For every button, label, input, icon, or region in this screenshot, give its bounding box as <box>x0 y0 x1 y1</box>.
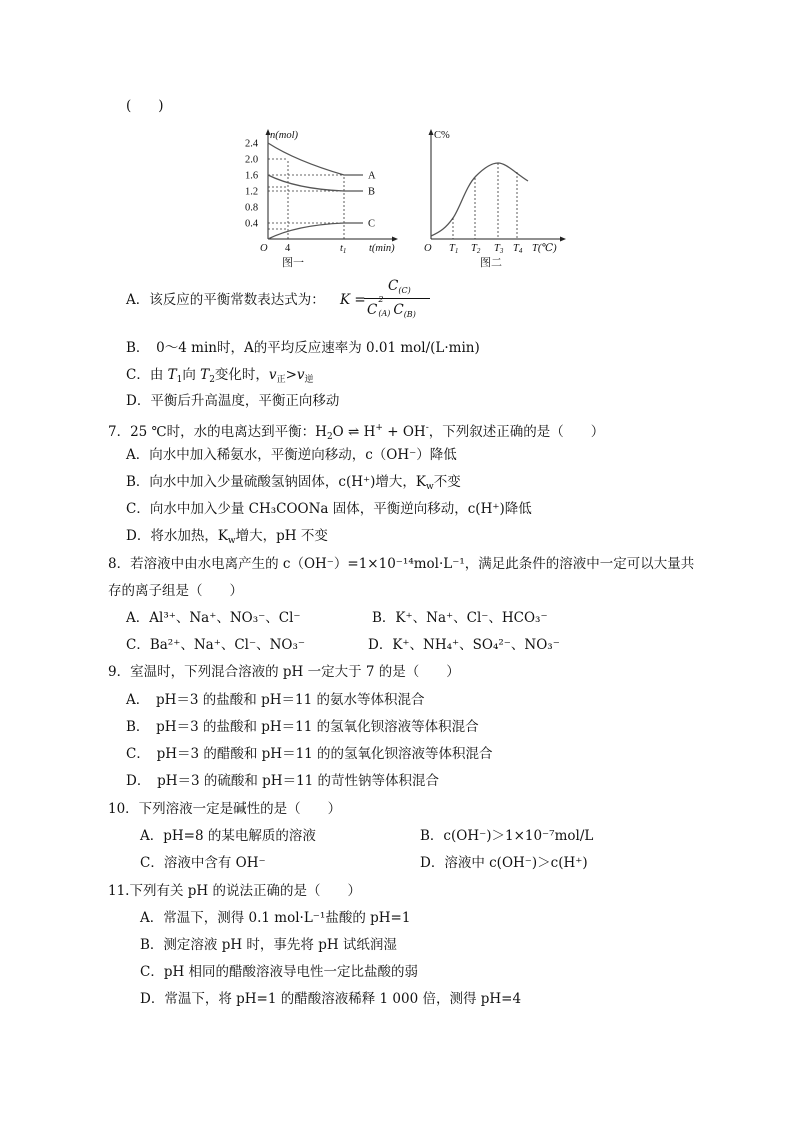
origin-label: O <box>260 243 268 254</box>
c-percent-curve <box>431 163 528 236</box>
q9-option-b: B． pH＝3 的盐酸和 pH＝11 的氢氧化钡溶液等体积混合 <box>126 719 479 735</box>
q7-option-c: C．向水中加入少量 CH₃COONa 固体，平衡逆向移动，c(H⁺)降低 <box>126 501 532 517</box>
q8-option-b: B．K⁺、Na⁺、Cl⁻、HCO₃⁻ <box>372 610 548 626</box>
q8-stem-line2: 存的离子组是（ ） <box>108 583 243 599</box>
q9-option-a: A． pH＝3 的盐酸和 pH＝11 的氨水等体积混合 <box>126 692 425 708</box>
k-numerator: $C_{(C)}$ <box>388 278 411 295</box>
y-tick-label: 0.4 <box>245 218 259 230</box>
x-axis-arrow <box>560 237 566 242</box>
y-tick-label: 1.2 <box>245 186 259 198</box>
q8-stem-line1: 8．若溶液中由水电离产生的 c（OH⁻）=1×10⁻¹⁴mol·L⁻¹，满足此条件的溶液中一定可以大量共 <box>108 556 695 572</box>
figure-2-chart <box>420 126 570 268</box>
series-A-curve <box>268 143 363 175</box>
q11-option-c: C．pH 相同的醋酸溶液导电性一定比盐酸的弱 <box>140 964 419 980</box>
figure-1-caption: 图一 <box>282 256 304 269</box>
q10-stem: 10．下列溶液一定是碱性的是（ ） <box>108 801 342 817</box>
figure-2-caption: 图二 <box>480 256 502 269</box>
x-axis-arrow <box>392 237 398 242</box>
x-tick-label: t1 <box>340 243 347 255</box>
q9-option-c: C． pH＝3 的醋酸和 pH＝11 的的氢氧化钡溶液等体积混合 <box>126 746 493 762</box>
series-C-curve <box>268 223 363 239</box>
series-B-curve <box>268 175 363 191</box>
q6-option-b: B． 0～4 min时，A的平均反应速率为 0.01 mol/(L·min) <box>126 340 480 356</box>
q7-option-b: B．向水中加入少量硫酸氢钠固体，c(H⁺)增大，$K_w$不变 <box>126 474 461 492</box>
q7-stem: 7．25 ℃时，水的电离达到平衡：$H_2O$ ⇌ H+ + OH-，下列叙述正确的是（ ） <box>108 423 605 442</box>
q10-option-c: C．溶液中含有 OH⁻ <box>140 855 266 871</box>
t-tick-label: T4 <box>513 243 523 255</box>
q6-option-d: D．平衡后升高温度，平衡正向移动 <box>126 393 340 409</box>
q9-option-d: D． pH＝3 的硫酸和 pH＝11 的苛性钠等体积混合 <box>126 773 440 789</box>
x-tick-label: 4 <box>285 243 291 254</box>
x-axis-label: T(℃) <box>532 243 557 254</box>
figure-1-chart <box>243 126 403 268</box>
origin-label: O <box>424 243 432 254</box>
q7-option-a: A．向水中加入稀氨水，平衡逆向移动，c（OH⁻）降低 <box>126 447 457 463</box>
k-symbol: K = <box>340 292 366 308</box>
y-axis-label: n(mol) <box>270 130 298 141</box>
q10-option-a: A．pH=8 的某电解质的溶液 <box>140 828 316 844</box>
y-tick-label: 2.0 <box>245 154 259 166</box>
q7-option-d: D．将水加热，$K_w$增大，pH 不变 <box>126 528 328 546</box>
t-tick-label: T2 <box>471 243 481 255</box>
series-B-label: B <box>368 186 376 198</box>
q11-stem: 11.下列有关 pH 的说法正确的是（ ） <box>108 883 361 899</box>
y-tick-label: 1.6 <box>245 170 259 182</box>
y-tick-label: 2.4 <box>245 138 259 150</box>
y-axis-arrow <box>429 129 434 135</box>
t-tick-label: T1 <box>449 243 459 255</box>
q8-option-c: C．Ba²⁺、Na⁺、Cl⁻、NO₃⁻ <box>126 637 306 653</box>
q8-option-d: D．K⁺、NH₄⁺、SO₄²⁻、NO₃⁻ <box>368 637 560 653</box>
series-C-label: C <box>368 218 376 230</box>
fraction-bar <box>364 298 430 299</box>
y-tick-label: 0.8 <box>245 202 259 214</box>
question-paren: ( ) <box>126 98 164 114</box>
k-denominator: C 2 (A) $C_{(B)}$ <box>367 295 416 319</box>
q6-option-a: A．该反应的平衡常数表达式为： <box>126 292 325 308</box>
q10-option-d: D．溶液中 c(OH⁻)＞c(H⁺) <box>420 855 588 871</box>
q11-option-d: D．常温下，将 pH=1 的醋酸溶液稀释 1 000 倍，测得 pH=4 <box>140 991 522 1007</box>
x-axis-label: t(min) <box>369 243 395 254</box>
t-tick-label: T3 <box>494 243 504 255</box>
y-axis-label: C% <box>434 130 450 141</box>
q11-option-b: B．测定溶液 pH 时，事先将 pH 试纸润湿 <box>140 937 397 953</box>
series-A-label: A <box>368 170 376 182</box>
q6-option-c: C．由 $T_1$向 $T_2$变化时，$v_正>v_逆$ <box>126 367 314 385</box>
q10-option-b: B．c(OH⁻)＞1×10⁻⁷mol/L <box>420 828 594 844</box>
q8-option-a: A．Al³⁺、Na⁺、NO₃⁻、Cl⁻ <box>126 610 301 626</box>
q9-stem: 9．室温时，下列混合溶液的 pH 一定大于 7 的是（ ） <box>108 664 460 680</box>
q11-option-a: A．常温下，测得 0.1 mol·L⁻¹盐酸的 pH=1 <box>140 910 411 926</box>
